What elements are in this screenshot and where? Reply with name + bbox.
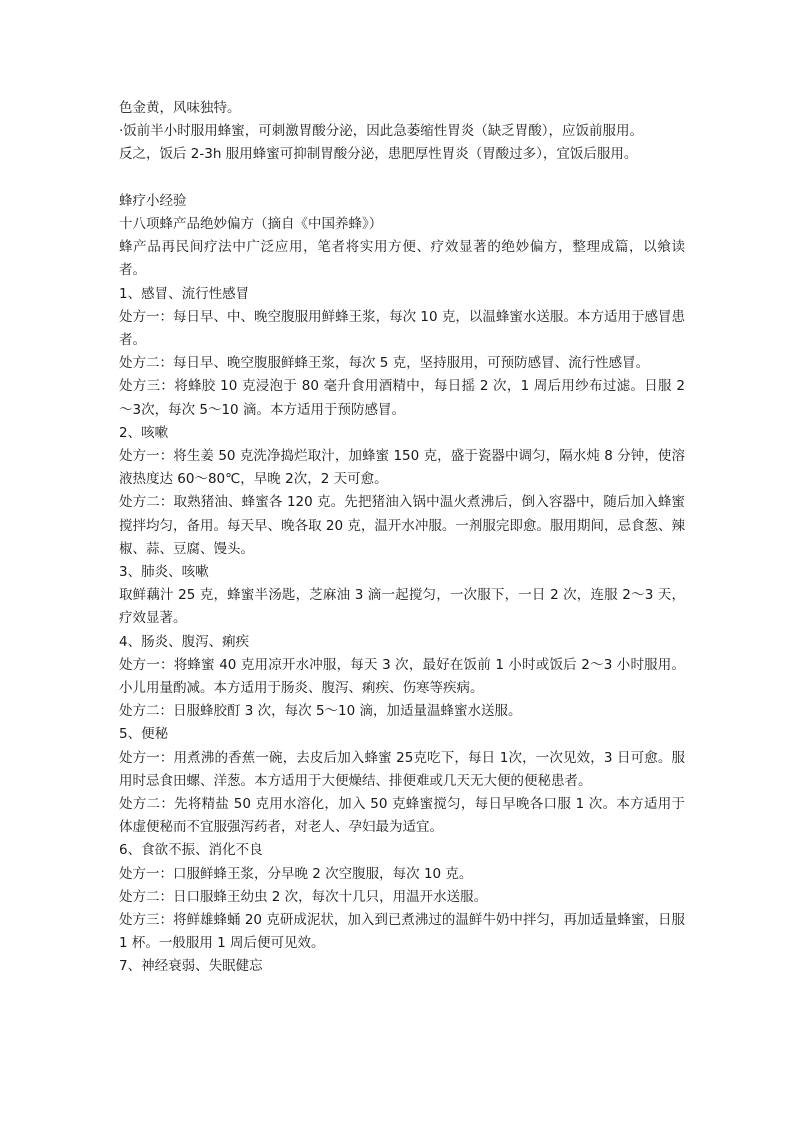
remedy-title: 6、食欲不振、消化不良: [119, 842, 263, 859]
prescription-paragraph: 处方一：每日早、中、晚空腹服用鲜蜂王浆，每次 10 克，以温蜂蜜水送服。本方适用于感冒患者。: [119, 308, 685, 348]
section-subheading: 十八项蜂产品绝妙偏方（摘自《中国养蜂》）: [119, 215, 383, 232]
prescription-paragraph: 处方一：将蜂蜜 40 克用凉开水冲服，每天 3 次，最好在饭前 1 小时或饭后 2～3 小时服用。小儿用量酌减。本方适用于肠炎、腹泻、痢疾、伤寒等疾病。: [119, 656, 685, 696]
blank-line: [119, 167, 685, 190]
prescription-paragraph: 处方二：先将精盐 50 克用水溶化，加入 50 克蜂蜜搅匀，每日早晚各口服 1 次。本方适用于体虚便秘而不宜服强泻药者，对老人、孕妇最为适宜。: [119, 795, 685, 836]
prescription-paragraph: 处方二：日服蜂胶酊 3 次，每次 5～10 滴，加适量温蜂蜜水送服。: [119, 703, 522, 720]
prescription-paragraph: 处方二：日口服蜂王幼虫 2 次，每次十几只，用温开水送服。: [119, 888, 488, 905]
remedy-title: 2、咳嗽: [119, 424, 169, 441]
prescription-paragraph: 处方二：每日早、晚空腹服鲜蜂王浆，每次 5 克，坚持服用，可预防感冒、流行性感冒。: [119, 355, 650, 372]
prescription-paragraph: 处方一：将生姜 50 克洗净捣烂取汁，加蜂蜜 150 克，盛于瓷器中调匀，隔水炖 8 分钟，使溶液热度达 60～80℃，早晚 2次，2 天可愈。: [119, 447, 685, 488]
remedy-title: 1、感冒、流行性感冒: [119, 285, 250, 302]
text-line: 反之，饭后 2-3h 服用蜂蜜可抑制胃酸分泌，患肥厚性胃炎（胃酸过多），宜饭后服用。: [119, 146, 638, 163]
text-line: 色金黄，风味独特。: [119, 100, 241, 116]
prescription-paragraph: 处方二：取熟猪油、蜂蜜各 120 克。先把猪油入锅中温火煮沸后，倒入容器中，随后加入蜂蜜搅拌均匀，备用。每天早、晚各取 20 克，温开水冲服。一剂服完即愈。服用期间，忌食葱、辣椒、蒜、豆腐、馒头。: [119, 494, 685, 557]
remedy-title: 7、神经衰弱、失眠健忘: [119, 958, 263, 975]
remedy-title: 5、便秘: [119, 726, 169, 743]
remedy-title: 3、肺炎、咳嗽: [119, 563, 209, 580]
section-heading: 蜂疗小经验: [119, 192, 187, 209]
prescription-paragraph: 取鲜藕汁 25 克，蜂蜜半汤匙，芝麻油 3 滴一起搅匀，一次服下，一日 2 次，连服 2～3 天，疗效显著。: [119, 587, 685, 627]
document-page: [119, 97, 685, 979]
prescription-paragraph: 处方一：口服鲜蜂王浆，分早晚 2 次空腹服，每次 10 克。: [119, 865, 473, 882]
prescription-paragraph: 处方一：用煮沸的香蕉一碗，去皮后加入蜂蜜 25克吃下，每日 1次，一次见效，3 日可愈。服用时忌食田螺、洋葱。本方适用于大便燥结、排便难或几天无大便的便秘患者。: [119, 749, 685, 789]
remedy-title: 4、肠炎、腹泻、痢疾: [119, 633, 250, 650]
prescription-paragraph: 处方三：将蜂胶 10 克浸泡于 80 毫升食用酒精中，每日摇 2 次，1 周后用纱布过滤。日服 2～3次，每次 5～10 滴。本方适用于预防感冒。: [119, 378, 685, 418]
intro-paragraph: 蜂产品再民间疗法中广泛应用，笔者将实用方便、疗效显著的绝妙偏方，整理成篇，以飨读者。: [119, 239, 685, 279]
prescription-paragraph: 处方三：将鲜雄蜂蛹 20 克研成泥状，加入到已煮沸过的温鲜牛奶中拌匀，再加适量蜂蜜，日服 1 杯。一般服用 1 周后便可见效。: [119, 911, 685, 952]
text-line: ·饭前半小时服用蜂蜜，可刺激胃酸分泌，因此急萎缩性胃炎（缺乏胃酸），应饭前服用。: [119, 123, 644, 140]
